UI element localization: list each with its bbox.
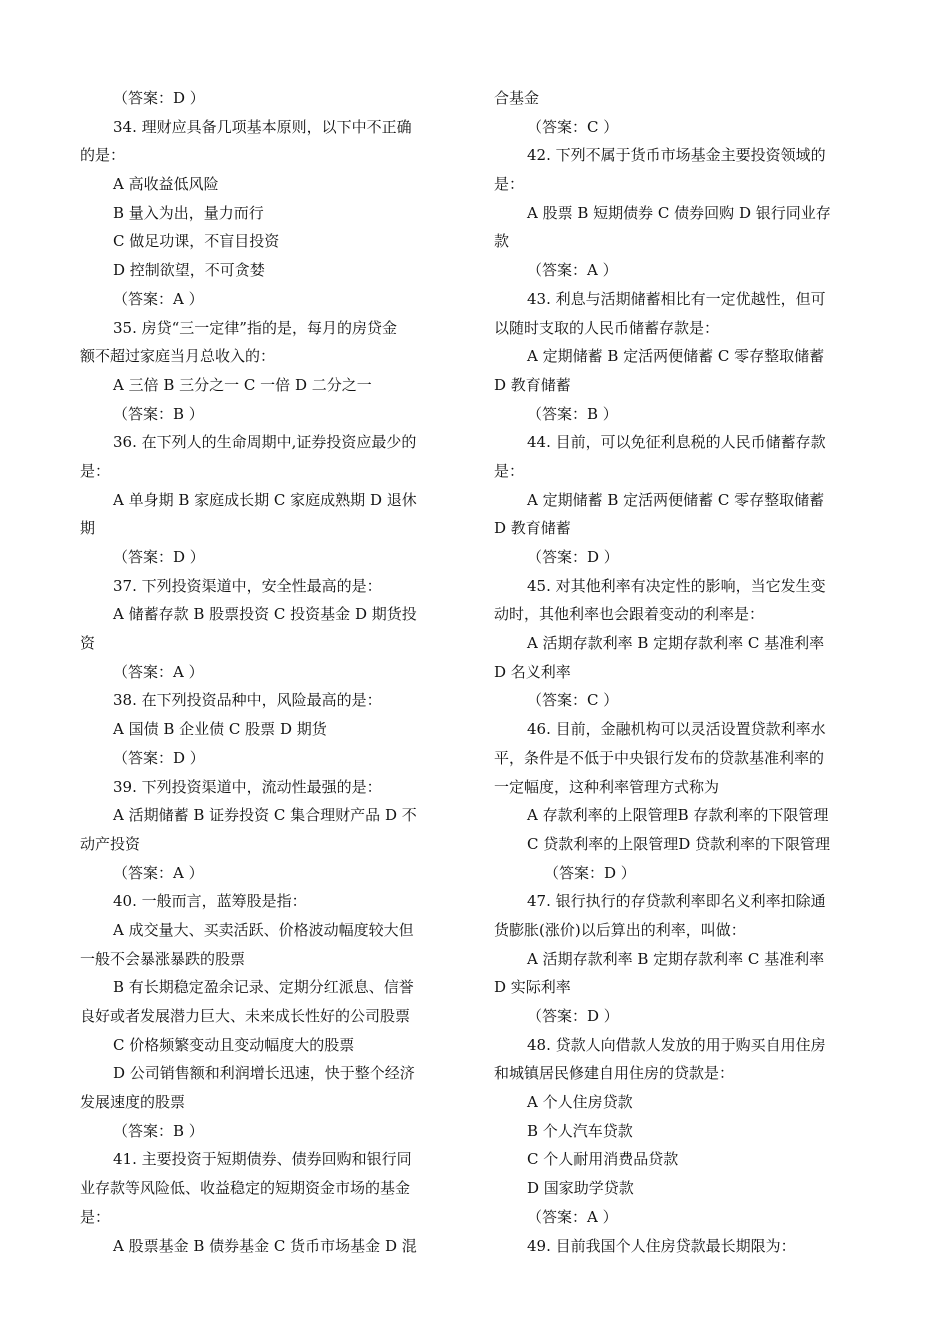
- text-line: 46. 目前，金融机构可以灵活设置贷款利率水: [527, 720, 826, 739]
- text-line: （答案：C ）: [527, 691, 619, 710]
- text-line: 业存款等风险低、收益稳定的短期资金市场的基金: [80, 1179, 411, 1198]
- text-line: 38. 在下列投资品种中，风险最高的是：: [113, 691, 382, 710]
- text-line: D 控制欲望，不可贪婪: [113, 261, 265, 280]
- text-line: （答案：D ）: [544, 863, 636, 882]
- text-line: （答案：B ）: [113, 1121, 204, 1140]
- text-line: A 高收益低风险: [113, 175, 219, 194]
- text-line: C 做足功课，不盲目投资: [113, 232, 280, 251]
- text-line: B 个人汽车贷款: [527, 1121, 633, 1140]
- text-line: （答案：D ）: [527, 1007, 619, 1025]
- text-line: 是：: [80, 1207, 111, 1226]
- text-line: A 成交量大、买卖活跃、价格波动幅度较大但: [113, 920, 414, 939]
- text-line: A 三倍 B 三分之一 C 一倍 D 二分之一: [113, 375, 372, 394]
- text-line: （答案：C ）: [527, 117, 619, 136]
- text-line: A 储蓄存款 B 股票投资 C 投资基金 D 期货投: [113, 605, 417, 624]
- text-line: 合基金: [494, 89, 540, 107]
- text-line: B 量入为出，量力而行: [113, 203, 264, 222]
- text-line: 动时，其他利率也会跟着变动的利率是：: [494, 605, 765, 624]
- text-line: A 定期储蓄 B 定活两便储蓄 C 零存整取储蓄: [527, 490, 825, 509]
- text-line: 款: [494, 232, 510, 251]
- text-line: 发展速度的股票: [80, 1093, 186, 1112]
- text-line: A 活期储蓄 B 证券投资 C 集合理财产品 D 不: [113, 806, 417, 825]
- text-line: 额不超过家庭当月总收入的：: [80, 347, 276, 366]
- text-line: 45. 对其他利率有决定性的影响，当它发生变: [527, 576, 826, 595]
- text-line: A 活期存款利率 B 定期存款利率 C 基准利率: [527, 949, 825, 968]
- text-line: D 教育储蓄: [494, 519, 571, 538]
- text-line: D 国家助学贷款: [527, 1179, 634, 1198]
- text-line: 42. 下列不属于货币市场基金主要投资领域的: [527, 146, 826, 165]
- text-line: 是：: [494, 461, 525, 480]
- text-line: 的是：: [80, 146, 126, 165]
- text-line: D 教育储蓄: [494, 375, 571, 394]
- text-line: 40. 一般而言，蓝筹股是指：: [113, 892, 307, 911]
- text-line: 43. 利息与活期储蓄相比有一定优越性，但可: [527, 289, 826, 308]
- text-line: B 有长期稳定盈余记录、定期分红派息、信誉: [113, 978, 414, 997]
- text-line: 34. 理财应具备几项基本原则，以下中不正确: [113, 117, 412, 136]
- text-line: 是：: [80, 461, 111, 480]
- text-line: D 实际利率: [494, 978, 571, 997]
- text-line: A 活期存款利率 B 定期存款利率 C 基准利率: [527, 634, 825, 653]
- text-line: （答案：A ）: [113, 289, 204, 308]
- text-line: 39. 下列投资渠道中，流动性最强的是：: [113, 777, 382, 796]
- text-line: 47. 银行执行的存贷款利率即名义利率扣除通: [527, 892, 826, 911]
- text-line: A 存款利率的上限管理B 存款利率的下限管理: [527, 806, 829, 825]
- text-line: 37. 下列投资渠道中，安全性最高的是：: [113, 576, 382, 595]
- text-line: C 贷款利率的上限管理D 贷款利率的下限管理: [527, 834, 831, 853]
- text-line: A 个人住房贷款: [527, 1093, 633, 1112]
- text-line: （答案：D ）: [113, 89, 205, 107]
- text-line: C 个人耐用消费品贷款: [527, 1150, 679, 1169]
- text-line: （答案：D ）: [113, 748, 205, 767]
- text-line: （答案：D ）: [113, 548, 205, 566]
- left-column: [80, 84, 458, 1260]
- text-line: 以随时支取的人民币储蓄存款是：: [494, 318, 720, 337]
- text-line: 41. 主要投资于短期债券、债券回购和银行同: [113, 1150, 412, 1169]
- text-line: 动产投资: [80, 834, 141, 853]
- text-line: 资: [80, 634, 96, 653]
- text-line: （答案：A ）: [527, 261, 618, 280]
- text-line: A 单身期 B 家庭成长期 C 家庭成熟期 D 退休: [113, 490, 417, 509]
- text-line: A 股票 B 短期债券 C 债券回购 D 银行同业存: [527, 203, 831, 222]
- right-column: [494, 84, 872, 1260]
- text-line: （答案：A ）: [113, 863, 204, 882]
- text-line: D 名义利率: [494, 662, 571, 681]
- text-line: C 价格频繁变动且变动幅度大的股票: [113, 1035, 355, 1054]
- text-line: （答案：B ）: [113, 404, 204, 423]
- text-line: A 股票基金 B 债券基金 C 货币市场基金 D 混: [113, 1236, 417, 1255]
- text-line: （答案：B ）: [527, 404, 618, 423]
- text-line: 一般不会暴涨暴跌的股票: [80, 949, 246, 968]
- text-line: 35. 房贷“三一定律”指的是，每月的房贷金: [113, 318, 397, 337]
- text-line: A 国债 B 企业债 C 股票 D 期货: [113, 720, 327, 739]
- text-line: 良好或者发展潜力巨大、未来成长性好的公司股票: [80, 1007, 411, 1025]
- text-line: 一定幅度，这种利率管理方式称为: [494, 777, 720, 796]
- text-line: D 公司销售额和利润增长迅速，快于整个经济: [113, 1064, 415, 1083]
- text-line: 48. 贷款人向借款人发放的用于购买自用住房: [527, 1035, 826, 1054]
- text-line: 平，条件是不低于中央银行发布的贷款基准利率的: [494, 748, 825, 767]
- text-line: （答案：D ）: [527, 548, 619, 566]
- text-line: （答案：A ）: [527, 1207, 618, 1226]
- text-line: 49. 目前我国个人住房贷款最长期限为：: [527, 1236, 796, 1255]
- text-line: A 定期储蓄 B 定活两便储蓄 C 零存整取储蓄: [527, 347, 825, 366]
- text-line: 和城镇居民修建自用住房的贷款是：: [494, 1064, 735, 1083]
- text-line: 36. 在下列人的生命周期中,证券投资应最少的: [113, 433, 417, 452]
- text-line: （答案：A ）: [113, 662, 204, 681]
- text-line: 期: [80, 519, 96, 538]
- text-line: 是：: [494, 175, 525, 194]
- text-line: 货膨胀(涨价)以后算出的利率，叫做：: [494, 920, 746, 939]
- text-line: 44. 目前，可以免征利息税的人民币储蓄存款: [527, 433, 826, 452]
